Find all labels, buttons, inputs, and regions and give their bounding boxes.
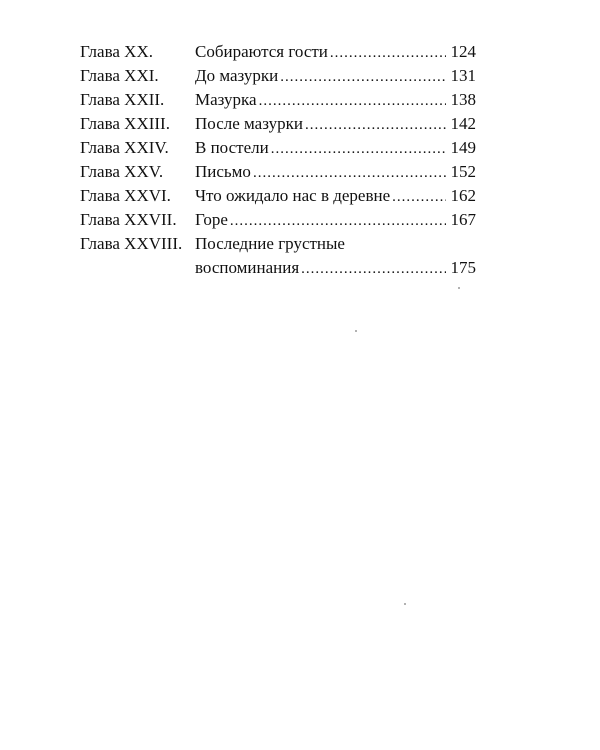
chapter-title-cell [195, 64, 476, 89]
dot-leader [230, 209, 446, 233]
toc-entry [80, 232, 476, 256]
dot-leader [280, 65, 446, 89]
toc-entry-continuation [80, 256, 476, 280]
chapter-title-cell [195, 136, 476, 161]
chapter-title-continuation: воспоминания [195, 258, 300, 277]
scan-speck [355, 330, 357, 332]
toc-entry [80, 136, 476, 160]
chapter-title: До мазурки [195, 66, 279, 85]
chapter-title: Собираются гости [195, 42, 328, 61]
dot-leader [330, 41, 446, 65]
chapter-title-cell [195, 184, 476, 209]
page-number: 124 [450, 42, 476, 61]
chapter-title: В постели [195, 138, 269, 157]
page-number: 138 [450, 90, 476, 109]
chapter-title-cell [195, 232, 476, 256]
toc-entry [80, 88, 476, 112]
dot-leader [392, 185, 446, 209]
dot-leader [253, 161, 446, 185]
page-number: 152 [450, 162, 476, 181]
page-number: 167 [450, 210, 476, 229]
chapter-number: Глава XXI. [80, 66, 159, 85]
toc-entry [80, 208, 476, 232]
chapter-title: После мазурки [195, 114, 303, 133]
table-of-contents [80, 40, 476, 280]
scan-speck [404, 603, 406, 605]
toc-entry [80, 64, 476, 88]
chapter-title: Что ожидало нас в деревне [195, 186, 391, 205]
chapter-number: Глава XXII. [80, 90, 165, 109]
dot-leader [301, 257, 446, 281]
toc-entry [80, 40, 476, 64]
scan-speck [458, 287, 460, 289]
chapter-title-cell [195, 88, 476, 113]
chapter-number: Глава XX. [80, 42, 153, 61]
chapter-number: Глава XXV. [80, 162, 164, 181]
chapter-number: Глава XXVI. [80, 186, 171, 205]
chapter-number: Глава XXVII. [80, 210, 177, 229]
toc-entry [80, 112, 476, 136]
chapter-title-cell [195, 40, 476, 65]
chapter-title-cell [195, 208, 476, 233]
chapter-number: Глава XXVIII. [80, 234, 183, 253]
page-number: 175 [450, 258, 476, 277]
toc-entry [80, 184, 476, 208]
chapter-title-cell [195, 160, 476, 185]
chapter-title: Горе [195, 210, 228, 229]
page-number: 162 [450, 186, 476, 205]
dot-leader [305, 113, 446, 137]
chapter-title-cell [195, 256, 476, 281]
page-number: 131 [450, 66, 476, 85]
dot-leader [259, 89, 446, 113]
chapter-title: Последние грустные [195, 234, 345, 253]
page-number: 149 [450, 138, 476, 157]
chapter-title: Мазурка [195, 90, 257, 109]
chapter-title-cell [195, 112, 476, 137]
chapter-number: Глава XXIII. [80, 114, 170, 133]
page-number: 142 [450, 114, 476, 133]
chapter-title: Письмо [195, 162, 251, 181]
dot-leader [271, 137, 446, 161]
chapter-number: Глава XXIV. [80, 138, 169, 157]
toc-entry [80, 160, 476, 184]
